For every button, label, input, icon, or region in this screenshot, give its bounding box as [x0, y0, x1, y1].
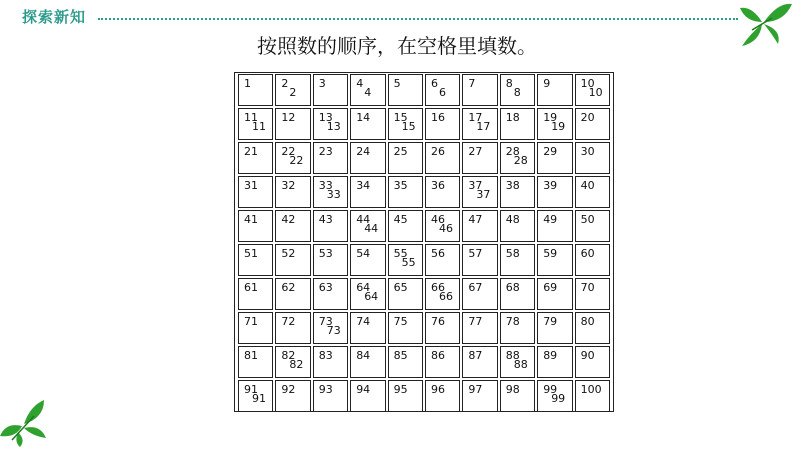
grid-cell[interactable]: [575, 278, 610, 310]
printed-number: 23: [318, 145, 333, 158]
grid-cell[interactable]: [238, 210, 273, 242]
printed-number: 77: [468, 315, 483, 328]
printed-number: 8: [505, 77, 513, 90]
printed-number: 58: [505, 247, 520, 260]
written-number: 13: [326, 120, 341, 133]
printed-number: 43: [318, 213, 333, 226]
grid-cell[interactable]: [275, 108, 310, 140]
grid-cell[interactable]: [238, 244, 273, 276]
printed-number: 44: [356, 213, 371, 226]
printed-number: 30: [580, 145, 595, 158]
grid-cell[interactable]: [275, 278, 310, 310]
printed-number: 14: [356, 111, 371, 124]
printed-number: 72: [281, 315, 296, 328]
written-number: 46: [439, 222, 453, 235]
printed-number: 31: [244, 179, 258, 192]
printed-number: 42: [281, 213, 296, 226]
printed-number: 46: [431, 213, 445, 226]
grid-cell[interactable]: [462, 380, 497, 412]
printed-number: 81: [244, 349, 258, 362]
printed-number: 50: [580, 213, 595, 226]
grid-cell[interactable]: [575, 312, 610, 344]
grid-cell[interactable]: [425, 346, 460, 378]
printed-number: 10: [580, 77, 595, 90]
grid-cell[interactable]: [238, 278, 273, 310]
grid-cell[interactable]: [575, 142, 610, 174]
grid-cell[interactable]: [537, 74, 572, 106]
printed-number: 39: [543, 179, 558, 192]
grid-cell[interactable]: [425, 176, 460, 208]
grid-cell[interactable]: [238, 312, 273, 344]
grid-cell[interactable]: [462, 312, 497, 344]
printed-number: 2: [281, 77, 289, 90]
printed-number: 3: [318, 77, 326, 90]
printed-number: 13: [318, 111, 333, 124]
printed-number: 37: [468, 179, 483, 192]
grid-cell[interactable]: [500, 74, 535, 106]
printed-number: 85: [393, 349, 408, 362]
printed-number: 16: [431, 111, 445, 124]
printed-number: 24: [356, 145, 371, 158]
grid-cell[interactable]: [462, 142, 497, 174]
grid-cell[interactable]: [462, 176, 497, 208]
grid-cell[interactable]: [462, 244, 497, 276]
grid-cell[interactable]: [238, 380, 273, 412]
grid-cell[interactable]: [500, 176, 535, 208]
grid-cell[interactable]: [537, 244, 572, 276]
printed-number: 33: [318, 179, 333, 192]
grid-cell[interactable]: [500, 380, 535, 412]
written-number: 99: [551, 392, 566, 405]
printed-number: 48: [505, 213, 520, 226]
printed-number: 25: [393, 145, 408, 158]
grid-cell[interactable]: [537, 176, 572, 208]
printed-number: 52: [281, 247, 296, 260]
written-number: 22: [289, 154, 304, 167]
grid-cell[interactable]: [388, 176, 423, 208]
grid-cell[interactable]: [238, 346, 273, 378]
written-number: 91: [252, 392, 266, 405]
grid-cell[interactable]: [462, 346, 497, 378]
grid-cell[interactable]: [388, 278, 423, 310]
grid-cell[interactable]: [388, 380, 423, 412]
printed-number: 60: [580, 247, 595, 260]
printed-number: 40: [580, 179, 595, 192]
printed-number: 75: [393, 315, 408, 328]
grid-cell[interactable]: [500, 346, 535, 378]
written-number: 11: [252, 120, 266, 133]
printed-number: 17: [468, 111, 483, 124]
printed-number: 1: [244, 77, 251, 90]
printed-number: 66: [431, 281, 445, 294]
printed-number: 80: [580, 315, 595, 328]
grid-cell[interactable]: [313, 380, 348, 412]
grid-cell[interactable]: [425, 244, 460, 276]
leaf-decoration-bottom-left-icon: [0, 396, 60, 451]
printed-number: 63: [318, 281, 333, 294]
grid-cell[interactable]: [313, 312, 348, 344]
printed-number: 92: [281, 383, 296, 396]
printed-number: 97: [468, 383, 483, 396]
instruction-text: 按照数的顺序，在空格里填数。: [257, 34, 537, 58]
printed-number: 90: [580, 349, 595, 362]
printed-number: 11: [244, 111, 258, 124]
printed-number: 70: [580, 281, 595, 294]
grid-cell[interactable]: [275, 176, 310, 208]
printed-number: 83: [318, 349, 333, 362]
grid-cell[interactable]: [425, 278, 460, 310]
printed-number: 65: [393, 281, 408, 294]
printed-number: 73: [318, 315, 333, 328]
section-header-label: 探索新知: [22, 8, 87, 26]
printed-number: 5: [393, 77, 401, 90]
grid-cell[interactable]: [313, 142, 348, 174]
printed-number: 94: [356, 383, 371, 396]
grid-cell[interactable]: [350, 210, 385, 242]
written-number: 73: [326, 324, 341, 337]
grid-cell[interactable]: [500, 244, 535, 276]
grid-cell[interactable]: [500, 210, 535, 242]
grid-cell[interactable]: [388, 244, 423, 276]
printed-number: 54: [356, 247, 371, 260]
grid-cell[interactable]: [575, 210, 610, 242]
grid-cell[interactable]: [500, 142, 535, 174]
printed-number: 9: [543, 77, 551, 90]
printed-number: 27: [468, 145, 483, 158]
grid-cell[interactable]: [275, 346, 310, 378]
written-number: 82: [289, 358, 304, 371]
grid-cell[interactable]: [238, 142, 273, 174]
grid-cell[interactable]: [537, 380, 572, 412]
grid-cell[interactable]: [313, 74, 348, 106]
written-number: 8: [513, 86, 521, 99]
grid-cell[interactable]: [275, 244, 310, 276]
grid-cell[interactable]: [500, 108, 535, 140]
printed-number: 6: [431, 77, 438, 90]
written-number: 33: [326, 188, 341, 201]
grid-cell[interactable]: [350, 278, 385, 310]
grid-cell[interactable]: [388, 108, 423, 140]
printed-number: 93: [318, 383, 333, 396]
grid-cell[interactable]: [388, 142, 423, 174]
written-number: 55: [401, 256, 416, 269]
printed-number: 82: [281, 349, 296, 362]
grid-cell[interactable]: [575, 176, 610, 208]
grid-cell[interactable]: [575, 244, 610, 276]
grid-cell[interactable]: [462, 108, 497, 140]
grid-cell[interactable]: [388, 312, 423, 344]
printed-number: 18: [505, 111, 520, 124]
grid-cell[interactable]: [350, 142, 385, 174]
grid-cell[interactable]: [313, 244, 348, 276]
grid-cell[interactable]: [275, 312, 310, 344]
grid-cell[interactable]: [425, 380, 460, 412]
written-number: 15: [401, 120, 416, 133]
grid-cell[interactable]: [575, 346, 610, 378]
grid-cell[interactable]: [537, 278, 572, 310]
printed-number: 74: [356, 315, 371, 328]
printed-number: 7: [468, 77, 476, 90]
printed-number: 15: [393, 111, 408, 124]
printed-number: 71: [244, 315, 258, 328]
grid-cell[interactable]: [313, 278, 348, 310]
printed-number: 96: [431, 383, 445, 396]
grid-cell[interactable]: [575, 108, 610, 140]
printed-number: 38: [505, 179, 520, 192]
grid-cell[interactable]: [425, 74, 460, 106]
printed-number: 98: [505, 383, 520, 396]
grid-cell[interactable]: [313, 176, 348, 208]
section-header-divider: [98, 18, 738, 20]
grid-cell[interactable]: [425, 210, 460, 242]
printed-number: 57: [468, 247, 483, 260]
grid-cell[interactable]: [350, 346, 385, 378]
printed-number: 95: [393, 383, 408, 396]
grid-cell[interactable]: [425, 108, 460, 140]
written-number: 88: [513, 358, 528, 371]
printed-number: 36: [431, 179, 445, 192]
written-number: 6: [439, 86, 446, 99]
grid-cell[interactable]: [275, 380, 310, 412]
grid-cell[interactable]: [537, 108, 572, 140]
grid-cell[interactable]: [350, 244, 385, 276]
grid-cell[interactable]: [350, 312, 385, 344]
printed-number: 76: [431, 315, 445, 328]
grid-cell[interactable]: [313, 210, 348, 242]
written-number: 44: [364, 222, 379, 235]
printed-number: 59: [543, 247, 558, 260]
grid-cell[interactable]: [275, 74, 310, 106]
grid-cell[interactable]: [575, 74, 610, 106]
printed-number: 21: [244, 145, 258, 158]
grid-cell[interactable]: [500, 278, 535, 310]
grid-cell[interactable]: [313, 346, 348, 378]
grid-cell[interactable]: [575, 380, 610, 412]
printed-number: 29: [543, 145, 558, 158]
grid-cell[interactable]: [275, 142, 310, 174]
written-number: 2: [289, 86, 297, 99]
printed-number: 49: [543, 213, 558, 226]
printed-number: 26: [431, 145, 445, 158]
grid-cell[interactable]: [537, 312, 572, 344]
printed-number: 99: [543, 383, 558, 396]
printed-number: 28: [505, 145, 520, 158]
grid-cell[interactable]: [350, 74, 385, 106]
printed-number: 79: [543, 315, 558, 328]
printed-number: 47: [468, 213, 483, 226]
written-number: 4: [364, 86, 372, 99]
printed-number: 41: [244, 213, 258, 226]
printed-number: 55: [393, 247, 408, 260]
written-number: 66: [439, 290, 453, 303]
grid-cell[interactable]: [462, 210, 497, 242]
grid-cell[interactable]: [313, 108, 348, 140]
written-number: 10: [588, 86, 603, 99]
printed-number: 12: [281, 111, 296, 124]
printed-number: 89: [543, 349, 558, 362]
grid-cell[interactable]: [238, 108, 273, 140]
printed-number: 34: [356, 179, 371, 192]
printed-number: 69: [543, 281, 558, 294]
printed-number: 22: [281, 145, 296, 158]
grid-cell[interactable]: [238, 74, 273, 106]
grid-cell[interactable]: [537, 346, 572, 378]
grid-cell[interactable]: [462, 278, 497, 310]
grid-cell[interactable]: [350, 380, 385, 412]
printed-number: 53: [318, 247, 333, 260]
written-number: 28: [513, 154, 528, 167]
grid-cell[interactable]: [500, 312, 535, 344]
grid-cell[interactable]: [425, 312, 460, 344]
grid-cell[interactable]: [350, 108, 385, 140]
grid-cell[interactable]: [350, 176, 385, 208]
grid-cell[interactable]: [462, 74, 497, 106]
printed-number: 91: [244, 383, 258, 396]
printed-number: 62: [281, 281, 296, 294]
written-number: 37: [476, 188, 491, 201]
printed-number: 68: [505, 281, 520, 294]
written-number: 19: [551, 120, 566, 133]
grid-cell[interactable]: [537, 210, 572, 242]
leaf-decoration-top-right-icon: [732, 0, 794, 52]
printed-number: 88: [505, 349, 520, 362]
printed-number: 78: [505, 315, 520, 328]
written-number: 17: [476, 120, 491, 133]
printed-number: 56: [431, 247, 445, 260]
printed-number: 20: [580, 111, 595, 124]
number-grid: [238, 74, 616, 412]
written-number: 64: [364, 290, 379, 303]
printed-number: 51: [244, 247, 258, 260]
grid-cell[interactable]: [425, 142, 460, 174]
grid-cell[interactable]: [275, 210, 310, 242]
grid-cell[interactable]: [388, 346, 423, 378]
printed-number: 86: [431, 349, 445, 362]
grid-cell[interactable]: [388, 210, 423, 242]
printed-number: 45: [393, 213, 408, 226]
printed-number: 32: [281, 179, 296, 192]
printed-number: 87: [468, 349, 483, 362]
grid-cell[interactable]: [537, 142, 572, 174]
printed-number: 64: [356, 281, 371, 294]
printed-number: 67: [468, 281, 483, 294]
printed-number: 19: [543, 111, 558, 124]
printed-number: 61: [244, 281, 258, 294]
grid-cell[interactable]: [388, 74, 423, 106]
printed-number: 4: [356, 77, 364, 90]
printed-number: 35: [393, 179, 408, 192]
printed-number: 100: [580, 383, 602, 396]
printed-number: 84: [356, 349, 371, 362]
number-grid-cells: [238, 74, 610, 412]
grid-cell[interactable]: [238, 176, 273, 208]
